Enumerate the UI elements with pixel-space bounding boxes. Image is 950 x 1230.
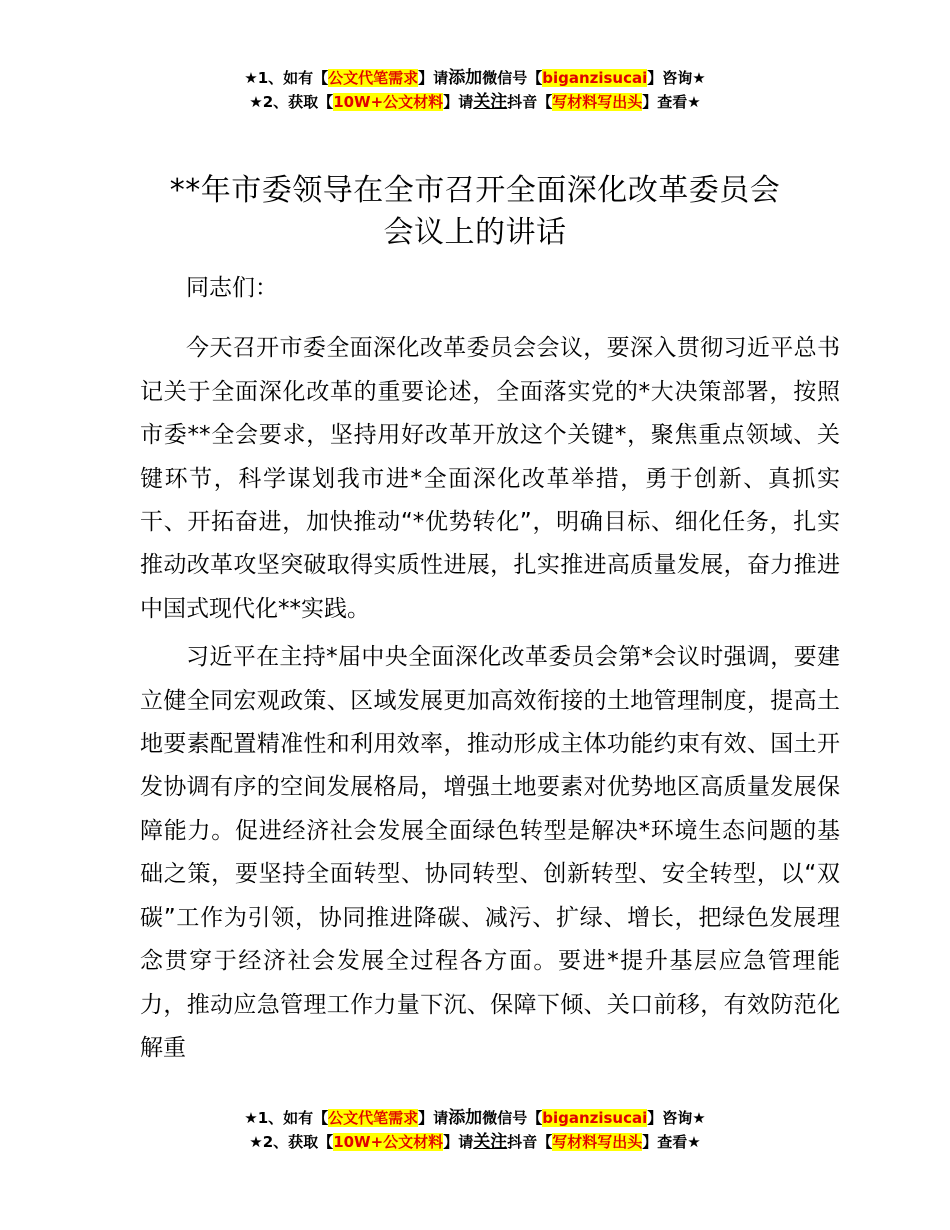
document-body (140, 267, 840, 1075)
promo-text: 】查看★ (642, 1133, 701, 1151)
promo-text: 】咨询★ (647, 1109, 706, 1127)
promo-text: 抖音【 (507, 1133, 553, 1151)
promo-text: 】请 (418, 1109, 449, 1127)
promo-text: ★1、如有【 (244, 1109, 329, 1127)
promo-line-1 (0, 66, 950, 90)
promo-text: 微信号【 (482, 1109, 543, 1127)
promo-text: 】请 (418, 69, 449, 87)
promo-text: 抖音【 (507, 93, 553, 111)
promo-line-2 (0, 90, 950, 114)
promo-text: 微信号【 (482, 69, 543, 87)
promo-text: 】咨询★ (647, 69, 706, 87)
promo-text: 】查看★ (642, 93, 701, 111)
header-promo (0, 66, 950, 114)
douyin-account-link[interactable]: 写材料写出头 (552, 93, 643, 111)
emphasis-add: 添加 (448, 68, 483, 88)
promo-text: ★1、如有【 (244, 69, 329, 87)
wechat-id-link[interactable]: biganzisucai (542, 69, 648, 87)
promo-text: ★2、获取【 (249, 1133, 334, 1151)
highlight-ghostwriting: 公文代笔需求 (328, 1109, 419, 1127)
title-line-2: 会议上的讲话 (383, 215, 567, 250)
promo-line-2 (0, 1130, 950, 1154)
paragraph-1: 今天召开市委全面深化改革委员会会议，要深入贯彻习近平总书记关于全面深化改革的重要论述，全面落实党的*大决策部署，按照市委**全会要求，坚持用好改革开放这个关键*，聚焦重点领域、关键环节，科学谋划我市进*全面深化改革举措，勇于创新、真抓实干、开拓奋进，加快推动“*优势转化”，明确目标、细化任务，扎实推动改革攻坚突破取得实质性进展，扎实推进高质量发展，奋力推进中国式现代化**实践。 (140, 335, 840, 622)
greeting: 同志们： (186, 275, 278, 301)
promo-text: 】请 (443, 93, 474, 111)
highlight-materials: 10W+公文材料 (333, 1133, 444, 1151)
highlight-ghostwriting: 公文代笔需求 (328, 69, 419, 87)
document-title (0, 170, 950, 254)
title-line-1: **年市委领导在全市召开全面深化改革委员会 (169, 173, 781, 208)
douyin-account-link[interactable]: 写材料写出头 (552, 1133, 643, 1151)
promo-text: ★2、获取【 (249, 93, 334, 111)
promo-line-1 (0, 1106, 950, 1130)
emphasis-follow: 关注 (473, 92, 508, 112)
highlight-materials: 10W+公文材料 (333, 93, 444, 111)
emphasis-add: 添加 (448, 1108, 483, 1128)
footer-promo (0, 1106, 950, 1154)
wechat-id-link[interactable]: biganzisucai (542, 1109, 648, 1127)
paragraph-2: 习近平在主持*届中央全面深化改革委员会第*会议时强调，要建立健全同宏观政策、区域发展更加高效衔接的土地管理制度，提高土地要素配置精准性和利用效率，推动形成主体功能约束有效、国土开发协调有序的空间发展格局，增强土地要素对优势地区高质量发展保障能力。促进经济社会发展全面绿色转型是解决*环境生态问题的基础之策，要坚持全面转型、协同转型、创新转型、安全转型，以“双碳”工作为引领，协同推进降碳、减污、扩绿、增长，把绿色发展理念贯穿于经济社会发展全过程各方面。要进*提升基层应急管理能力，推动应急管理工作力量下沉、保障下倾、关口前移，有效防范化解重 (140, 644, 840, 1061)
emphasis-follow: 关注 (473, 1132, 508, 1152)
promo-text: 】请 (443, 1133, 474, 1151)
